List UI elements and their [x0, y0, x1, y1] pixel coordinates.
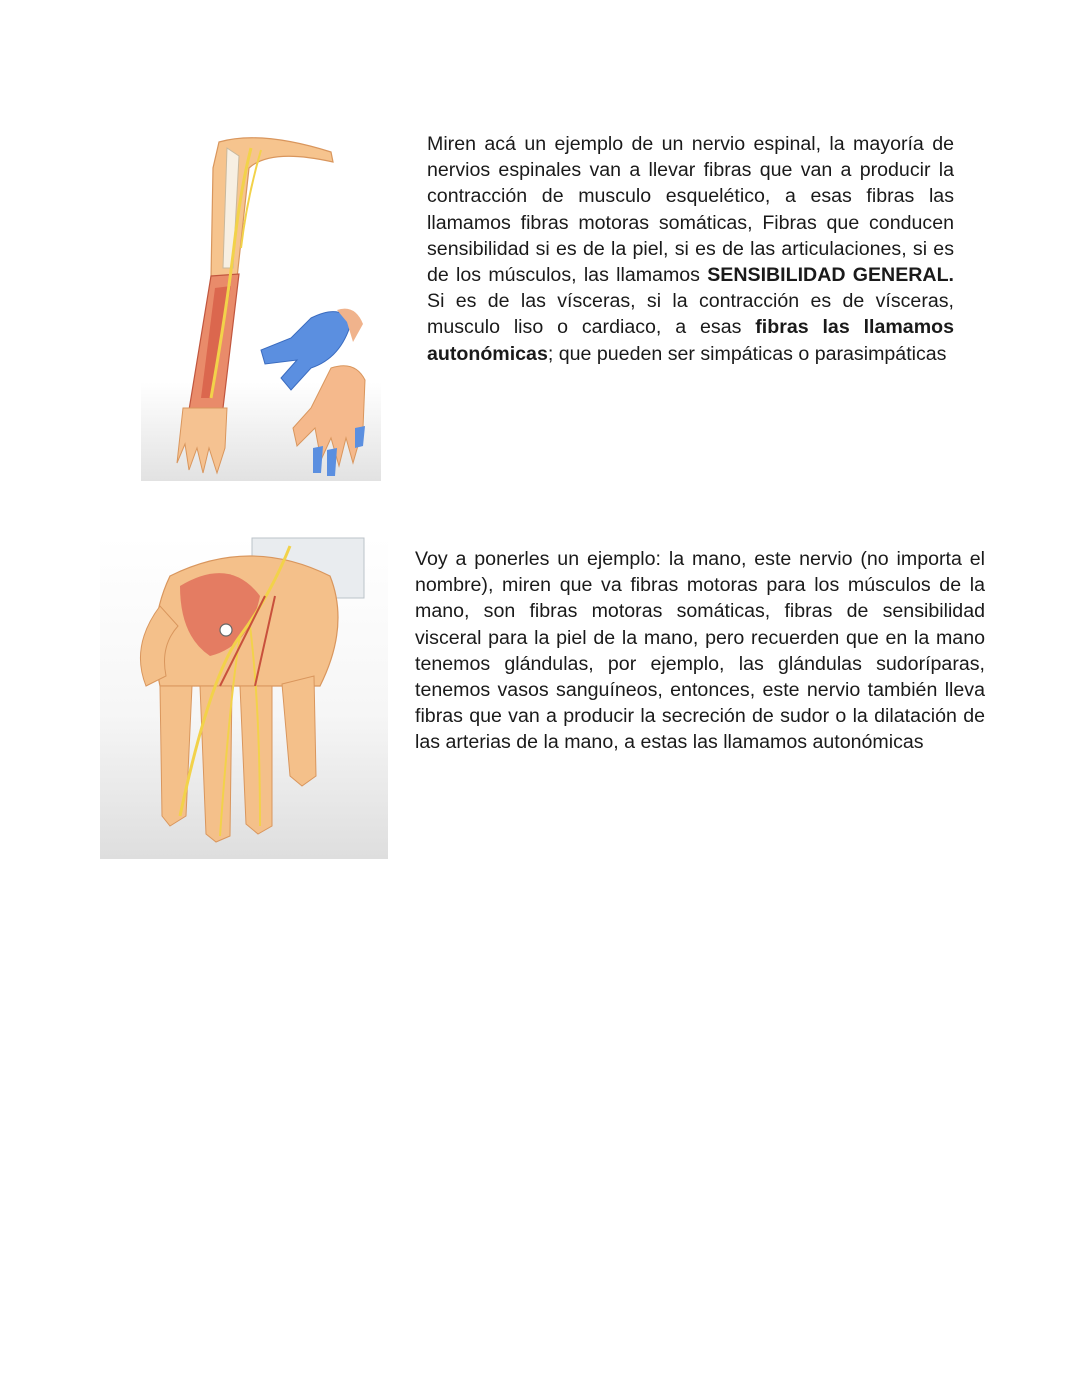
hand-nerve-illustration — [100, 536, 388, 859]
sensibilidad-general-bold: SENSIBILIDAD GENERAL. — [707, 264, 954, 287]
paragraph-1-text-a: Miren acá un ejemplo de un nervio espinal, la mayoría de nervios espinales van a llevar fibras que van a producir la contracción de musculo esquelético, a esas fibras las llamamos fibras motoras somáticas, Fibras que conducen sensibilidad si es de la piel, si es de las articulaciones, si es de los músculos, las llamamos — [427, 133, 954, 287]
paragraph-1-text-c: ; que pueden ser simpáticas o parasimpáticas — [547, 342, 947, 365]
spinal-nerve-paragraph — [427, 131, 954, 367]
paragraph-1-text-b: Si es de las vísceras, si la contracción es de vísceras, musculo liso o cardiaco, a esas — [427, 290, 954, 339]
arm-nerve-illustration — [141, 128, 381, 481]
nerve-marker — [220, 624, 232, 636]
arm-nerve-figure — [141, 128, 381, 481]
hand-example-paragraph: Voy a ponerles un ejemplo: la mano, este nervio (no importa el nombre), miren que va fibras motoras para los músculos de la mano, son fibras motoras somáticas, fibras de sensibilidad visceral para la piel de la mano, pero recuerden que en la mano tenemos glándulas, por ejemplo, las glándulas sudoríparas, tenemos vasos sanguíneos, entonces, este nervio también lleva fibras que van a producir la secreción de sudor o la dilatación de las arterias de la mano, a estas las llamamos autonómicas — [415, 548, 985, 754]
hand-nerve-figure — [100, 536, 388, 859]
fibras-autonomicas-bold: fibras las llamamos autonómicas — [427, 316, 954, 365]
